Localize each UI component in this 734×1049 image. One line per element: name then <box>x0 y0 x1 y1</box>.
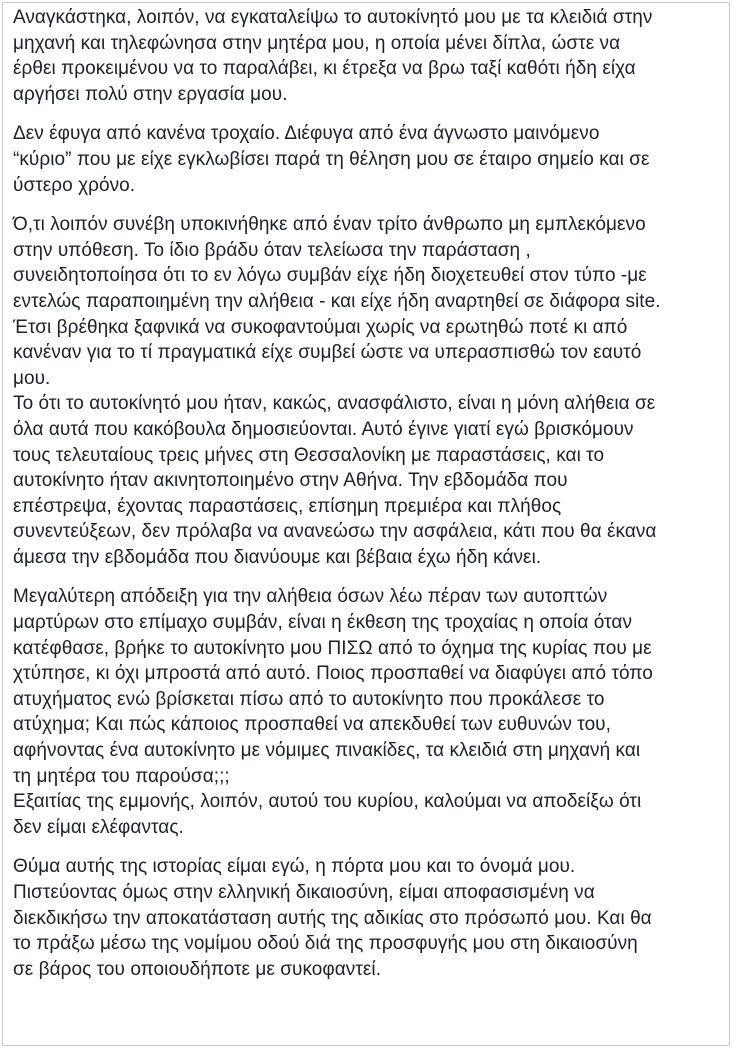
text-line: μηχανή και τηλεφώνησα στην μητέρα μου, η οποία μένει δίπλα, ώστε να <box>13 32 621 54</box>
text-line: κανέναν για το τί πραγματικά είχε συμβεί ώστε να υπερασπισθώ τον εαυτό <box>13 342 642 364</box>
post-frame <box>2 2 730 1046</box>
text-line: αφήνοντας ένα αυτοκίνητο με νόμιμες πινακίδες, τα κλειδιά στη μηχανή και <box>13 740 641 762</box>
text-line: Έτσι βρέθηκα ξαφνικά να συκοφαντούμαι χωρίς να ερωτηθώ ποτέ κι από <box>13 316 628 338</box>
text-line: κατέφθασε, βρήκε το αυτοκίνητο μου ΠΙΣΩ από το όχημα της κυρίας που με <box>13 637 652 659</box>
text-line: Πιστεύοντας όμως στην ελληνική δικαιοσύνη, είμαι αποφασισμένη να <box>13 882 595 903</box>
text-line: τη μητέρα του παρούσα;;; <box>13 765 230 787</box>
text-line: ατύχημα; Και πώς κάποιος προσπαθεί να απεκδυθεί των ευθυνών του, <box>13 714 611 736</box>
text-line: Δεν έφυγα από κανένα τροχαίο. Διέφυγα από ένα άγνωστο μαινόμενο <box>13 123 600 145</box>
text-line: “κύριο” που με είχε εγκλωβίσει παρά τη θέληση μου σε έταιρο σημείο και σε <box>13 148 650 170</box>
text-line: αυτοκίνητο ήταν ακινητοποιημένο στην Αθήνα. Την εβδομάδα που <box>13 470 568 492</box>
text-line: Μεγαλύτερη απόδειξη για την αλήθεια όσων λέω πέραν των αυτοπτών <box>13 586 608 608</box>
text-line: επέστρεψα, έχοντας παραστάσεις, επίσημη πρεμιέρα και πλήθος <box>13 495 562 517</box>
text-line: Θύμα αυτής της ιστορίας είμαι εγώ, η πόρτα μου και το όνομά μου. <box>13 856 576 878</box>
text-line: Το ότι το αυτοκίνητό μου ήταν, κακώς, ανασφάλιστο, είναι η μόνη αλήθεια σε <box>13 393 656 415</box>
paragraph <box>13 5 725 107</box>
text-line: ύστερο χρόνο. <box>13 174 136 196</box>
text-line: Εξαιτίας της εμμονής, λοιπόν, αυτού του κυρίου, καλούμαι να αποδείξω ότι <box>13 791 642 813</box>
text-line: μαρτύρων στο επίμαχο συμβάν, είναι η έκθεση της τροχαίας η οποία όταν <box>13 612 633 634</box>
text-line: διεκδικήσω την αποκατάσταση αυτής της αδικίας στο πρόσωπό μου. Και θα <box>13 907 652 929</box>
paragraph <box>13 854 725 982</box>
text-line: συνειδητοποίησα ότι το εν λόγω συμβάν είχε ήδη διοχετευθεί στον τύπο -με <box>13 265 647 287</box>
text-line: στην υπόθεση. Το ίδιο βράδυ όταν τελείωσα την παράσταση , <box>13 239 531 261</box>
paragraph <box>13 212 725 570</box>
text-line: συνεντεύξεων, δεν πρόλαβα να ανανεώσω την ασφάλεια, κάτι που θα έκανα <box>13 521 657 543</box>
post-body <box>13 5 725 996</box>
text-line: Αναγκάστηκα, λοιπόν, να εγκαταλείψω το αυτοκίνητό μου με τα κλειδιά στην <box>13 7 653 28</box>
text-line: χτύπησε, κι όχι μπροστά από αυτό. Ποιος προσπαθεί να διαφύγει από τόπο <box>13 663 653 685</box>
text-line: το πράξω μέσω της νομίμου οδού διά της προσφυγής μου στη δικαιοσύνη <box>13 933 638 955</box>
text-line: έρθει προκειμένου να το παραλάβει, κι έτρεξα να βρω ταξί καθότι ήδη είχα <box>13 58 636 80</box>
text-line: εντελώς παραποιημένη την αλήθεια - και είχε ήδη αναρτηθεί σε διάφορα site. <box>13 290 661 312</box>
paragraph <box>13 584 725 840</box>
paragraph <box>13 121 725 198</box>
text-line: αργήσει πολύ στην εργασία μου. <box>13 83 288 105</box>
text-line: σε βάρος του οποιουδήποτε με συκοφαντεί. <box>13 958 382 980</box>
text-line: ατυχήματος ενώ βρίσκεται πίσω από το αυτοκίνητο που προκάλεσε το <box>13 688 605 710</box>
text-line: άμεσα την εβδομάδα που διανύουμε και βέβαια έχω ήδη κάνει. <box>13 546 542 568</box>
text-line: όλα αυτά που κακόβουλα δημοσιεύονται. Αυτό έγινε γιατί εγώ βρισκόμουν <box>13 418 634 440</box>
text-line: Ό,τι λοιπόν συνέβη υποκινήθηκε από έναν τρίτο άνθρωπο μη εμπλεκόμενο <box>13 214 646 236</box>
text-line: τους τελευταίους τρεις μήνες στη Θεσσαλονίκη με παραστάσεις, και το <box>13 444 605 466</box>
text-line: δεν είμαι ελέφαντας. <box>13 816 184 838</box>
text-line: μου. <box>13 367 51 389</box>
